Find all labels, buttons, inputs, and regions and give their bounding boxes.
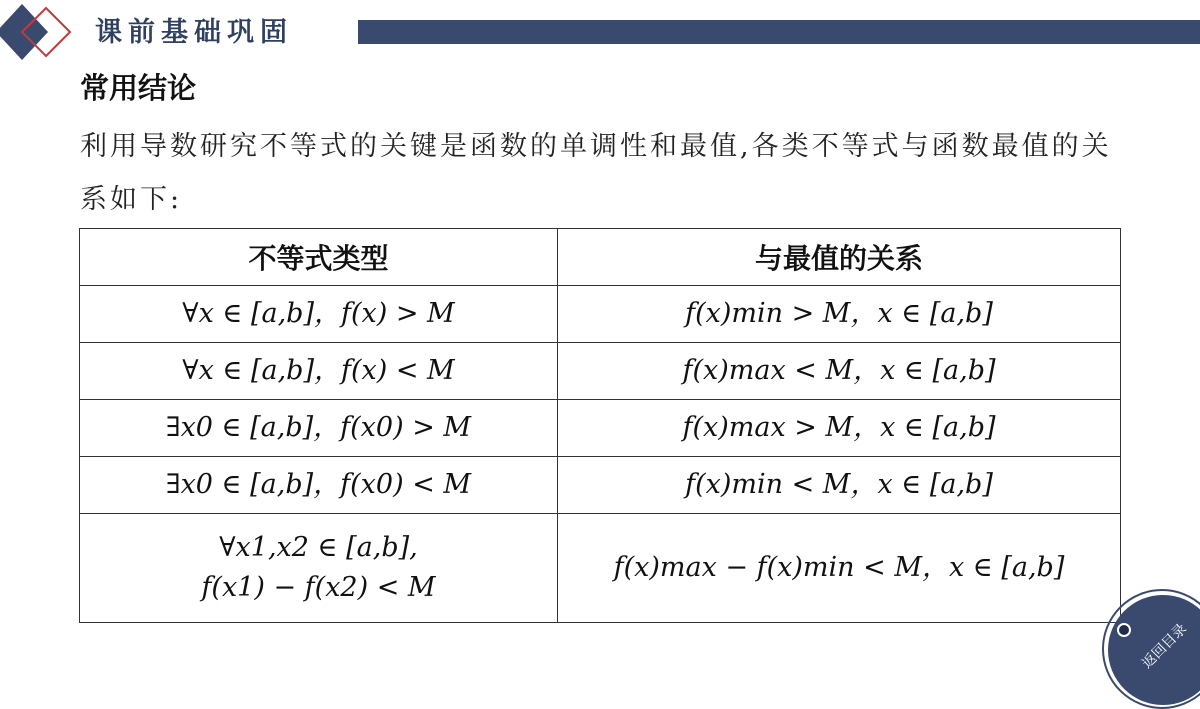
inequality-type-cell	[80, 343, 558, 400]
dot-icon	[1117, 623, 1131, 637]
diamond-logo-icon	[0, 0, 78, 64]
relation-cell	[558, 343, 1121, 400]
relation-table	[79, 228, 1121, 623]
header-bar	[358, 20, 1200, 44]
inequality-type-line: ∀x ∈ [a,b]，f(x) > M	[182, 298, 455, 329]
column-header-relation: 与最值的关系	[558, 229, 1121, 286]
relation-cell	[558, 514, 1121, 623]
table-row	[80, 514, 1121, 623]
heading: 常用结论	[80, 71, 197, 105]
relation-text: f(x)min > M，x ∈ [a,b]	[685, 298, 993, 329]
table-row	[80, 343, 1121, 400]
inequality-type-line: ∃x0 ∈ [a,b]，f(x0) > M	[165, 412, 472, 443]
relation-text: f(x)min < M，x ∈ [a,b]	[685, 469, 993, 500]
table-row	[80, 286, 1121, 343]
relation-text: f(x)max > M，x ∈ [a,b]	[682, 412, 996, 443]
inequality-type-line: f(x1) − f(x2) < M	[201, 572, 436, 603]
inequality-type-cell	[80, 514, 558, 623]
section-title: 课前基础巩固	[95, 17, 293, 48]
inequality-type-line: ∃x0 ∈ [a,b]，f(x0) < M	[165, 469, 472, 500]
inequality-type-cell	[80, 400, 558, 457]
intro-paragraph: 利用导数研究不等式的关键是函数的单调性和最值,各类不等式与函数最值的关系如下:	[80, 131, 1112, 215]
table-row	[80, 400, 1121, 457]
column-header-type: 不等式类型	[80, 229, 558, 286]
relation-cell	[558, 457, 1121, 514]
inequality-type-cell	[80, 457, 558, 514]
return-label[interactable]: 返回目录	[1139, 620, 1191, 672]
inequality-type-line: ∀x ∈ [a,b]，f(x) < M	[182, 355, 455, 386]
relation-cell	[558, 400, 1121, 457]
inequality-type-line: ∀x1,x2 ∈ [a,b],	[219, 532, 418, 563]
relation-cell	[558, 286, 1121, 343]
table-row	[80, 457, 1121, 514]
relation-text: f(x)max < M，x ∈ [a,b]	[682, 355, 996, 386]
inequality-type-cell	[80, 286, 558, 343]
table-header-row	[80, 229, 1121, 286]
relation-text: f(x)max − f(x)min < M，x ∈ [a,b]	[613, 552, 1065, 583]
